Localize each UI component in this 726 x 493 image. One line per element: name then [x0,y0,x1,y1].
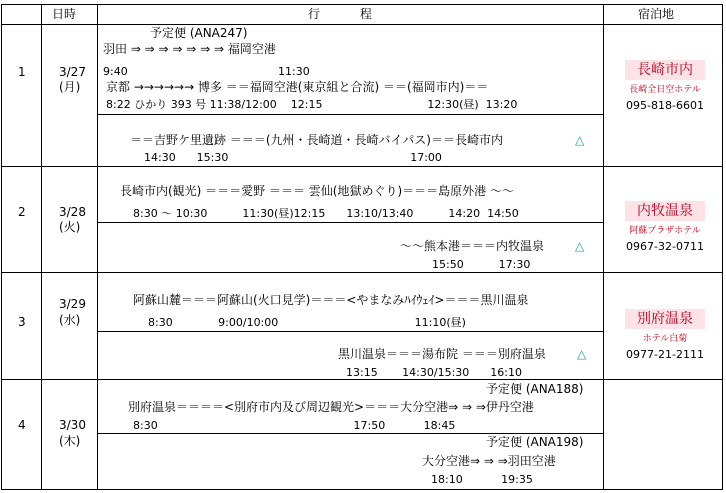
header-lodging: 宿泊地 [638,7,675,21]
subrow-divider [98,114,604,115]
row-divider [1,166,723,167]
itinerary-time: 9:40 11:30 [103,65,310,78]
subrow-divider [98,331,604,332]
itinerary-line: 京都 →→→→→→ 博多 ＝＝福岡空港(東京組と合流) ＝＝(福岡市内)＝＝ [106,80,489,94]
itinerary-line: ＝＝吉野ケ里遺跡 ＝＝＝(九州・長崎道・長崎バイパス)＝＝長崎市内 [130,133,503,147]
row-weekday: (月) [59,80,81,94]
row-date: 3/29 [59,297,86,311]
lodging-hotel: ホテル白菊 [642,334,688,344]
lodging-name: 内牧温泉 [625,201,705,221]
day-number: 3 [18,315,26,329]
itinerary-line: 羽田 ⇒ ⇒ ⇒ ⇒ ⇒ ⇒ ⇒ 福岡空港 [103,42,276,56]
itinerary-line: 黒川温泉＝＝＝湯布院 ＝＝＝別府温泉 [338,347,546,361]
header-itinerary: 行 程 [308,7,390,21]
lodging-tel: 095-818-6601 [626,99,704,112]
row-weekday: (木) [59,434,81,448]
table-border-bottom [1,489,723,490]
row-date: 3/30 [59,418,86,432]
lodging-cell [604,201,726,253]
itinerary-time: 8:22 ひかり 393 号 11:38/12:00 12:15 12:30(昼) 13:20 [106,98,518,111]
table-border-top [1,4,723,5]
day-number: 4 [18,418,26,432]
itinerary-time: 18:10 19:35 [431,473,533,486]
itinerary-time: 8:30 〜 10:30 11:30(昼)12:15 13:10/13:40 14:20 14:50 [133,207,519,220]
row-divider [1,379,723,380]
lodging-cell [604,309,726,361]
itinerary-line: 別府温泉＝＝＝＝<別府市内及び周辺観光>＝＝＝大分空港⇒ ⇒ ⇒伊丹空港 [128,400,534,414]
itinerary-time: 8:30 17:50 18:45 [133,419,456,432]
arrival-marker-icon: △ [575,133,585,147]
row-date: 3/28 [59,205,86,219]
itinerary-line: 大分空港⇒ ⇒ ⇒羽田空港 [422,454,556,468]
header-bottom-rule [1,24,723,25]
lodging-cell [604,60,726,112]
row-weekday: (火) [59,220,81,234]
column-divider [97,4,98,490]
header-date: 日時 [52,7,77,21]
row-date: 3/27 [59,65,86,79]
itinerary-time: 13:15 14:30/15:30 16:10 [346,366,522,379]
itinerary-time: 14:30 15:30 17:00 [144,151,442,164]
lodging-hotel: 長崎全日空ホテル [629,85,701,95]
arrival-marker-icon: △ [575,239,585,253]
itinerary-line: 〜〜熊本港＝＝＝内牧温泉 [400,239,545,253]
itinerary-line: 予定便 (ANA247) [150,26,248,40]
row-divider [1,272,723,273]
row-weekday: (水) [59,313,81,327]
lodging-tel: 0977-21-2111 [626,348,704,361]
lodging-name: 別府温泉 [625,309,705,329]
itinerary-line: 予定便 (ANA198) [486,435,584,449]
itinerary-time: 8:30 9:00/10:00 11:10(昼) [148,316,466,329]
day-number: 2 [18,205,26,219]
subrow-divider [98,222,604,223]
day-number: 1 [18,65,26,79]
lodging-tel: 0967-32-0711 [626,240,704,253]
lodging-hotel: 阿蘇プラザホテル [629,226,701,236]
itinerary-time: 15:50 17:30 [432,258,531,271]
table-border-left [1,4,2,490]
itinerary-line: 阿蘇山麓＝＝＝阿蘇山(火口見学)＝＝＝<やまなみﾊｲｳｪｲ>＝＝＝黒川温泉 [133,293,529,307]
subrow-divider [98,433,604,434]
column-divider [41,4,42,490]
lodging-name: 長崎市内 [625,60,705,80]
itinerary-line: 予定便 (ANA188) [486,382,584,396]
arrival-marker-icon: △ [577,347,587,361]
itinerary-line: 長崎市内(観光) ＝＝＝愛野 ＝＝＝ 雲仙(地獄めぐり)＝＝＝島原外港 〜〜 [120,184,514,198]
